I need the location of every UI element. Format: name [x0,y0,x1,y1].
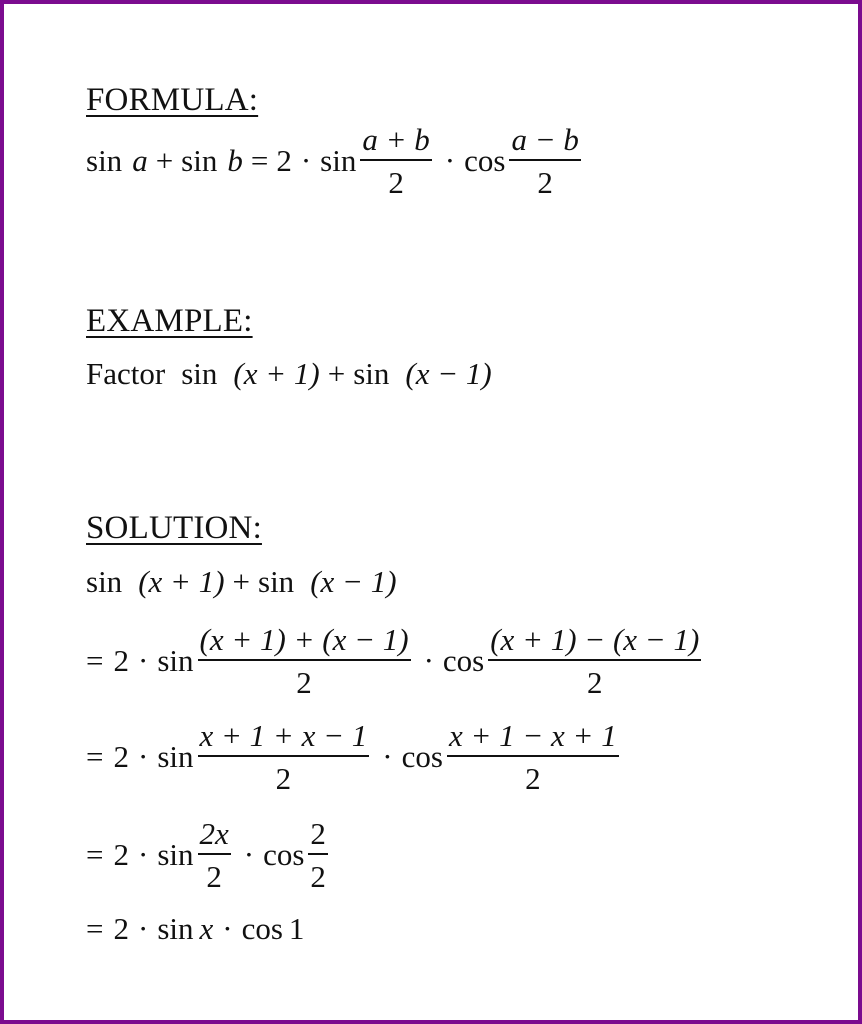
plus-operator: + [327,356,346,391]
argument-x-minus-1: (x − 1) [405,356,492,391]
sin-function: sin [258,564,295,599]
fraction-denominator: 2 [275,760,292,796]
solution-step-4 [86,818,332,892]
formula-equation [86,124,585,198]
fraction-numerator: x + 1 − x + 1 [448,718,617,753]
cos-function: cos [442,643,485,679]
dot-operator: · [137,837,149,873]
fraction-denominator: 2 [587,664,603,700]
sin-function: sin [157,837,194,873]
sin-function: sin [157,739,194,775]
sin-function: sin [353,356,390,391]
equals-sign: = [86,739,104,775]
dot-operator: · [222,911,233,946]
cos-function: cos [241,911,283,946]
argument-x-plus-1: (x + 1) [233,356,320,391]
coefficient: 2 [113,911,129,946]
dot-operator: · [243,837,255,873]
sin-function: sin [86,564,123,599]
dot-operator: · [137,739,149,775]
fraction-difference [509,124,580,198]
dot-operator: · [137,911,149,946]
dot-operator: · [444,143,456,179]
sin-function: sin [181,143,218,179]
fraction [447,720,619,794]
equals-sign: = [86,911,104,946]
sin-function: sin [181,356,218,391]
cos-function: cos [464,143,506,179]
fraction-numerator: x + 1 + x − 1 [199,718,368,753]
fraction-numerator: 2x [199,816,229,851]
equals-sign: = [86,837,104,873]
plus-operator: + [155,143,174,179]
argument: (x − 1) [310,564,397,599]
dot-operator: · [137,643,149,679]
solution-step-1 [86,566,397,597]
example-heading: EXAMPLE: [86,303,253,339]
solution-step-5 [86,913,304,944]
fraction-numerator: a + b [362,122,430,157]
fraction [308,818,328,892]
constant-one: 1 [288,911,305,946]
argument: (x + 1) [138,564,225,599]
factor-label: Factor [86,356,166,391]
solution-step-2 [86,624,705,698]
equals-sign: = [86,643,104,679]
fraction-numerator: 2 [310,816,326,851]
fraction-denominator: 2 [206,858,222,894]
coefficient: 2 [113,643,129,679]
fraction-denominator: 2 [296,664,312,700]
fraction [198,624,411,698]
cos-function: cos [401,739,443,775]
sin-function: sin [157,911,194,946]
sin-function: sin [86,143,123,179]
formula-heading: FORMULA: [86,82,259,118]
fraction-denominator: 2 [525,760,541,796]
fraction [198,818,231,892]
fraction-denominator: 2 [310,858,326,894]
coefficient: 2 [113,739,129,775]
variable-x: x [199,911,214,946]
fraction-numerator: (x + 1) + (x − 1) [199,622,409,657]
dot-operator: · [382,739,393,775]
equals-sign: = [250,143,269,179]
solution-step-3 [86,720,623,794]
fraction-denominator: 2 [537,164,553,200]
cos-function: cos [263,837,305,873]
variable-a: a [132,143,148,179]
fraction-sum [360,124,431,198]
example-statement [86,358,492,389]
dot-operator: · [300,143,312,179]
coefficient: 2 [113,837,129,873]
sin-function: sin [320,143,357,179]
fraction-denominator: 2 [388,164,404,200]
coefficient: 2 [276,143,292,179]
variable-b: b [227,143,243,179]
fraction-numerator: (x + 1) − (x − 1) [490,622,700,657]
fraction-numerator: a − b [511,122,579,157]
fraction [198,720,370,794]
sin-function: sin [157,643,194,679]
dot-operator: · [423,643,434,679]
plus-operator: + [232,564,250,599]
fraction [488,624,701,698]
solution-heading: SOLUTION: [86,510,262,546]
